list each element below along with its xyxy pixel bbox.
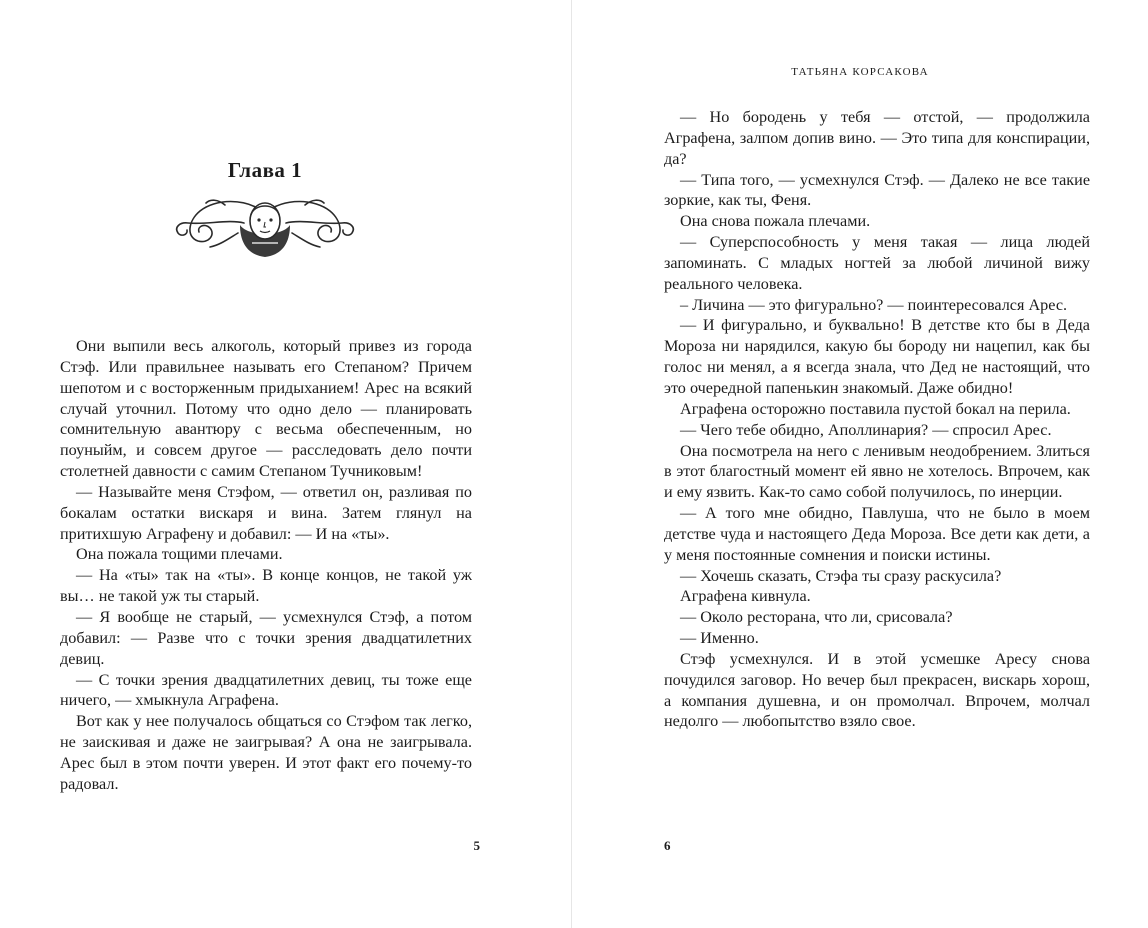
paragraph: Она снова пожала плечами. xyxy=(680,212,871,231)
paragraph: — Суперспособность у меня такая — лица людей запоминать. С младых ногтей за любой личиной вижу реального человека. xyxy=(664,233,1090,293)
paragraph: — Чего тебе обидно, Аполлинария? — спросил Арес. xyxy=(680,420,1052,439)
paragraph: – Личина — это фигурально? — поинтересовался Арес. xyxy=(680,295,1068,314)
paragraph: Аграфена осторожно поставила пустой бокал на перила. xyxy=(680,399,1071,418)
paragraph: — Называйте меня Стэфом, — ответил он, разливая по бокалам остатки вискаря и вина. Затем глянул на притихшую Аграфену и добавил: — И на «ты». xyxy=(60,482,472,543)
paragraph: Вот как у нее получалось общаться со Стэфом так легко, не заискивая и даже не заигрывая? А она не заигрывала. Арес был в этом почти уверен. И этот факт его почему-то радовал. xyxy=(60,712,472,793)
paragraph: — На «ты» так на «ты». В конце концов, не такой уж вы… не такой уж ты старый. xyxy=(60,566,472,606)
right-page-text xyxy=(664,107,1090,732)
running-head: ТАТЬЯНА КОРСАКОВА xyxy=(791,66,929,78)
paragraph: Аграфена кивнула. xyxy=(680,587,811,606)
paragraph: — С точки зрения двадцатилетних девиц, ты тоже еще ничего, — хмыкнула Аграфена. xyxy=(60,670,472,710)
paragraph: Она пожала тощими плечами. xyxy=(76,545,283,564)
paragraph: — Именно. xyxy=(680,629,759,648)
paragraph: Стэф усмехнулся. И в этой усмешке Аресу снова почудился заговор. Но вечер был прекрасен, вискарь хорош, а компания душевна, и он промолчал. Впрочем, молчал недолго — любопытство взяло свое. xyxy=(664,649,1090,731)
paragraph: — Хочешь сказать, Стэфа ты сразу раскусила? xyxy=(680,566,1002,585)
page-number: 6 xyxy=(664,838,671,853)
left-page-text xyxy=(60,336,472,795)
chapter-title: Глава 1 xyxy=(227,158,303,182)
paragraph: Она посмотрела на него с ленивым неодобрением. Злиться в этот благостный момент ей явно не хотелось. Впрочем, как и ему язвить. Как-то само собой получилось, по инерции. xyxy=(664,441,1090,502)
paragraph: — Около ресторана, что ли, срисовала? xyxy=(680,608,953,627)
left-page xyxy=(0,0,571,928)
right-page xyxy=(572,0,1148,928)
cherub-ornament-icon xyxy=(170,193,360,259)
paragraph: — Я вообще не старый, — усмехнулся Стэф, а потом добавил: — Разве что с точки зрения двадцатилетних девиц. xyxy=(60,607,472,668)
paragraph: — Типа того, — усмехнулся Стэф. — Далеко не все такие зоркие, как ты, Феня. xyxy=(664,170,1090,210)
paragraph: — Но бородень у тебя — отстой, — продолжила Аграфена, залпом допив вино. — Это типа для конспирации, да? xyxy=(664,108,1090,168)
paragraph: — И фигурально, и буквально! В детстве кто бы в Деда Мороза ни нарядился, какую бы бороду ни нацепил, как бы голос ни менял, а я всегда знала, что Дед не настоящий, что это очередной папенькин знакомый. Даже обидно! xyxy=(664,316,1090,397)
paragraph: Они выпили весь алкоголь, который привез из города Стэф. Или правильнее называть его Степаном? Причем шепотом и с восторженным придыханием! Арес на всякий случай уточнил. Потому что одно дело — планировать сомнительную авантюру с весьма обеспеченным, но поуныйм, и совсем другое — расследовать дело почти столетней давности с самим Степаном Тучниковым! xyxy=(60,337,472,481)
paragraph: — А того мне обидно, Павлуша, что не было в моем детстве чуда и настоящего Деда Мороза. Все дети как дети, а у меня постоянные сомнения и поиски истины. xyxy=(664,504,1090,564)
page-number: 5 xyxy=(473,838,480,853)
